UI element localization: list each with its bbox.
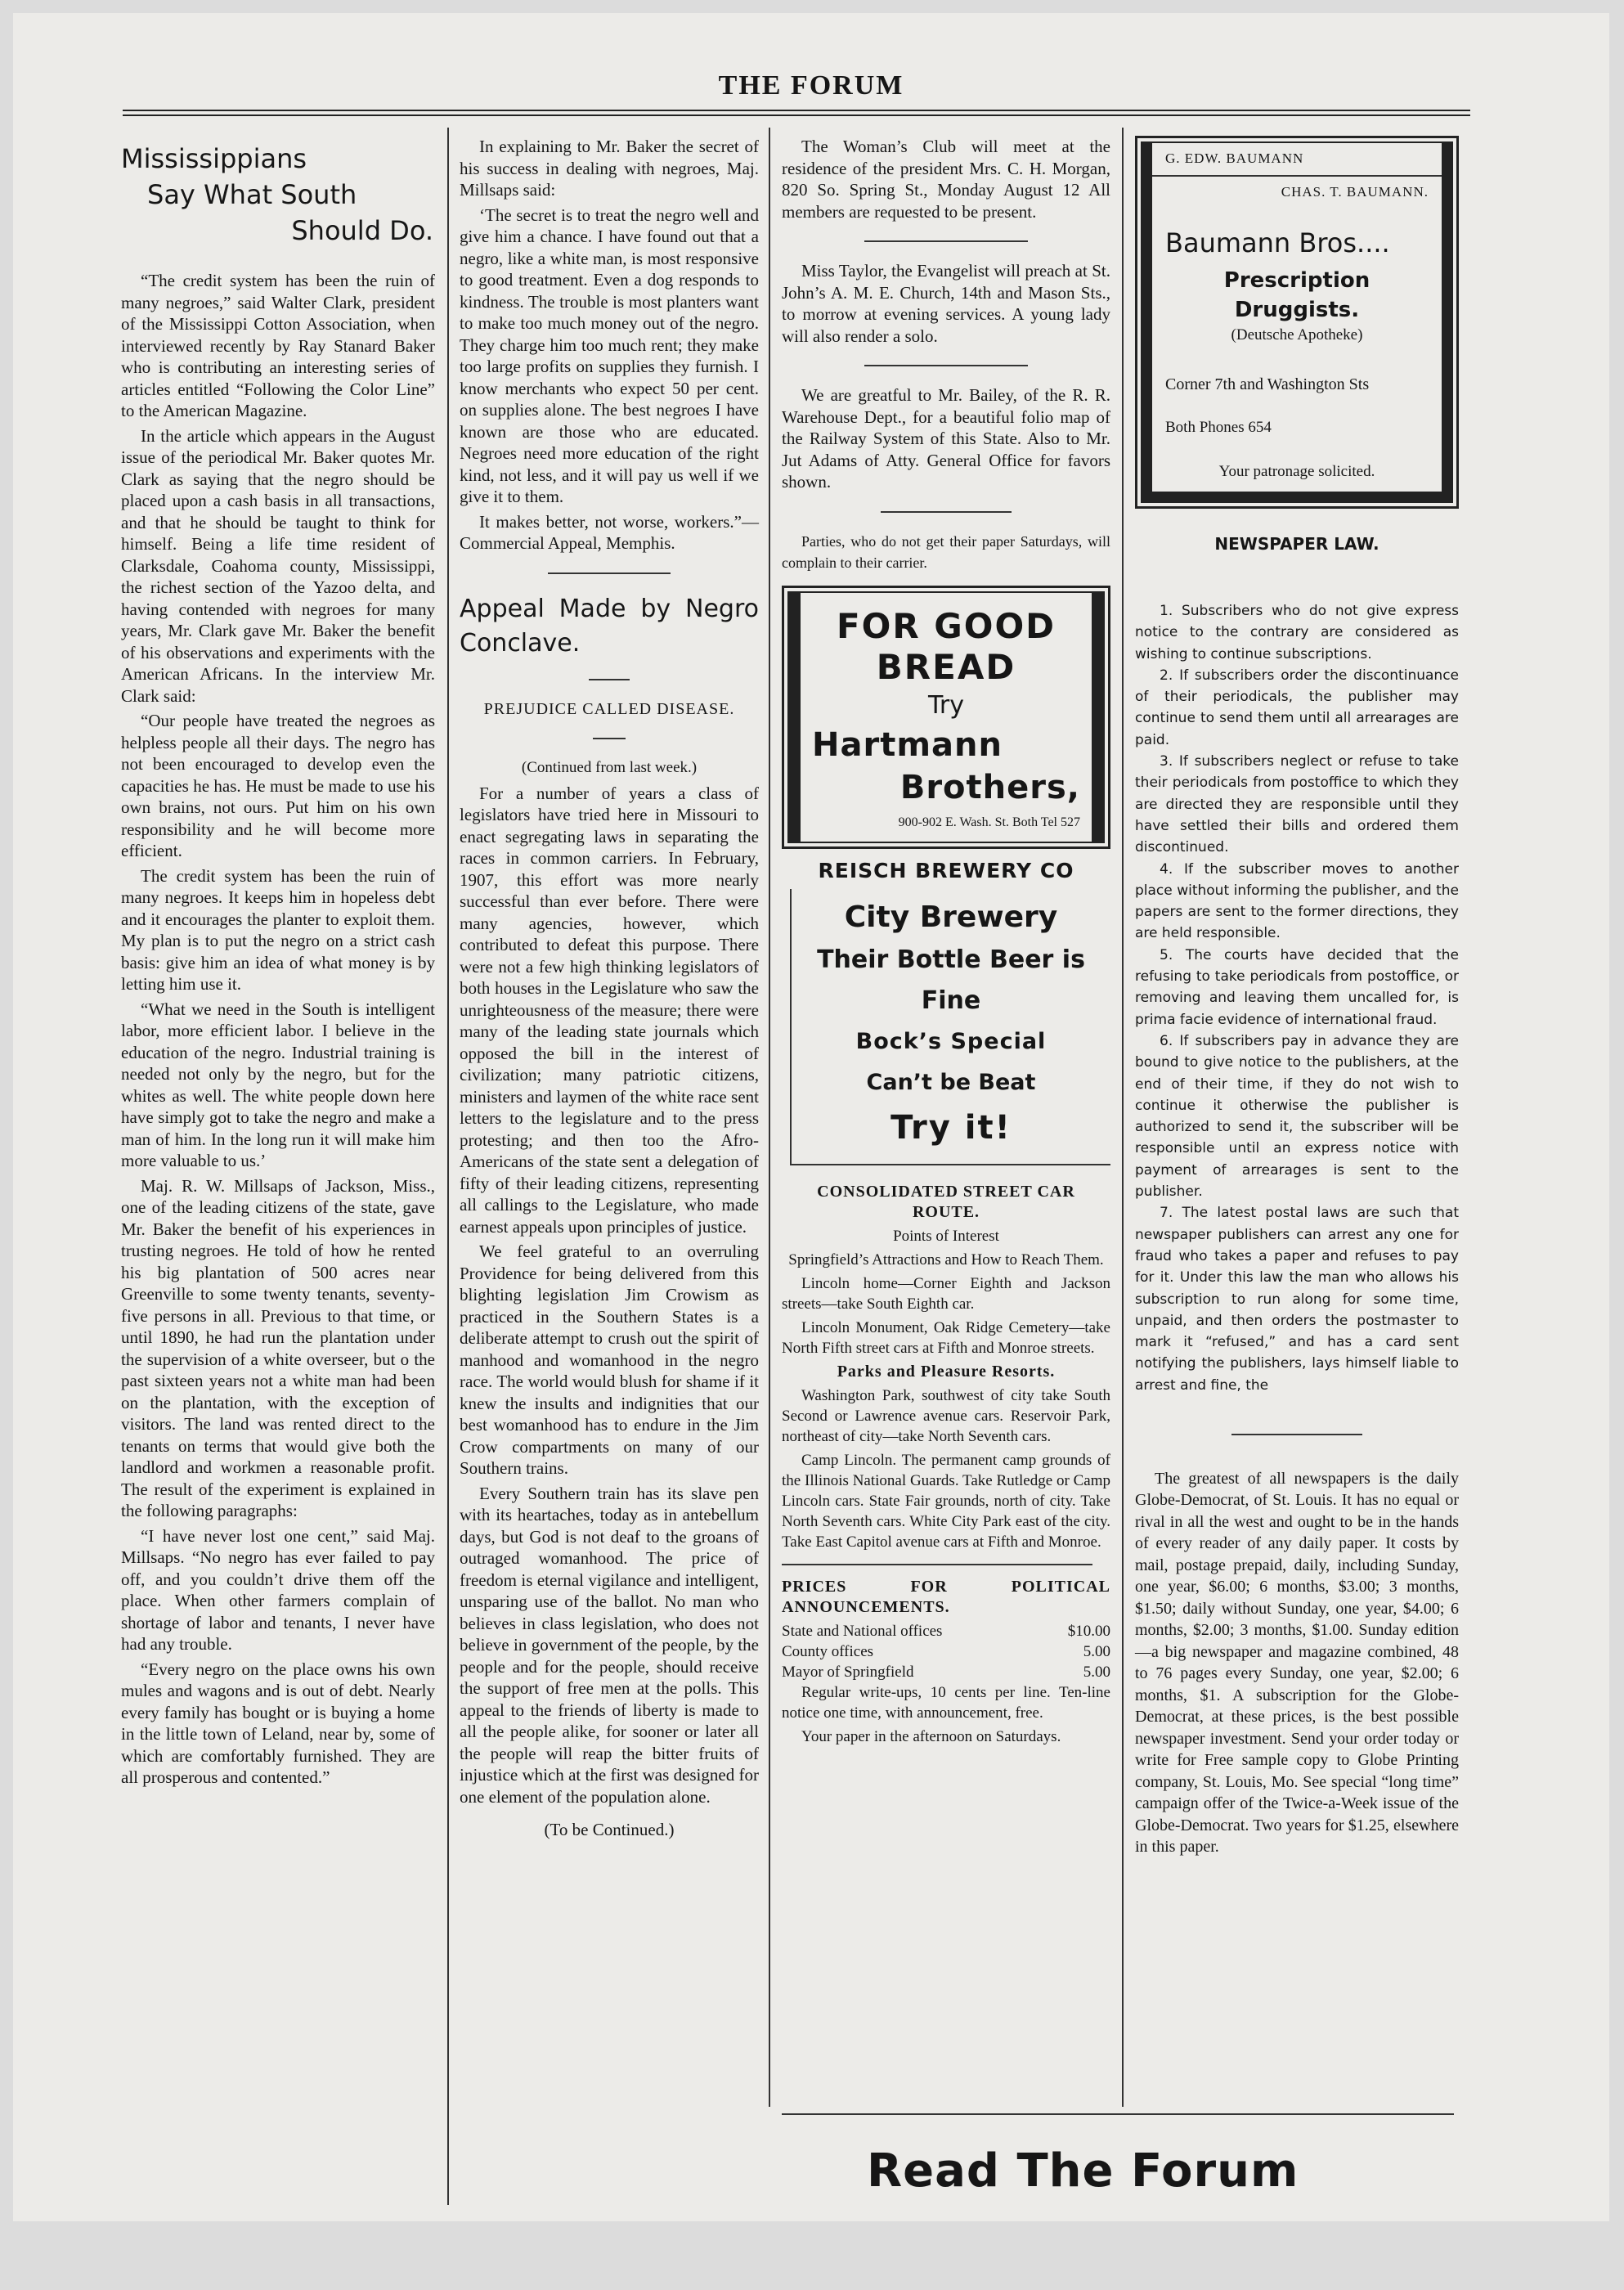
article-paragraph: For a number of years a class of legislators have tried here in Missouri to enact segregating laws in separating the races in common carriers. In February, 1907, this effort was more nearly successful than ever before. There were many agencies, however, which contributed to defeat this purpose. There were not a few high thinking legislators of both houses in the Legislature who saw the unrighteousness of the measure; there were many of the leading state journals which opposed the bill in the interest of civilization; many patriotic citizens, ministers and laymen of the white race sent letters to the legislature and to the press protesting; and then too the Afro-Americans of the state sent a delegation of fifty of their leading citizens, representing all callings to the Legislature, who made earnest appeals upon principles of justice. [460, 783, 759, 1237]
list-item: Washington Park, southwest of city take South Second or Lawrence avenue cars. Reservoir Park, northeast of city—take North Seventh cars. [782, 1386, 1110, 1445]
notice-evangelist: Miss Taylor, the Evangelist will preach at St. John’s A. M. E. Church, 14th and Mason Sts., to morrow at evening services. A young lady will also render a solo. [782, 261, 1110, 346]
divider [864, 240, 1028, 242]
street-car-sub: Springfield’s Attractions and How to Reach Them. [788, 1251, 1104, 1268]
divider [881, 511, 1012, 513]
street-car-sub: Points of Interest [893, 1227, 999, 1245]
column-divider [769, 128, 770, 2107]
masthead-rule [123, 110, 1470, 111]
street-car-title: CONSOLIDATED STREET CAR ROUTE. [817, 1182, 1075, 1221]
price-note: Regular write-ups, 10 cents per line. Ten-line notice one time, with announcement, free. [782, 1683, 1110, 1722]
ad-line: Can’t be Beat [866, 1069, 1036, 1095]
baumann-patronage: Your patronage solicited. [1218, 463, 1375, 480]
law-item: 1. Subscribers who do not give express notice to the contrary are considered as wishing to continue subscriptions. [1135, 603, 1459, 662]
masthead: THE FORUM [718, 70, 904, 101]
law-item: 7. The latest postal laws are such that newspaper publishers can arrest any one for fraud who takes a paper and refuses to pay for it. Under this law the man who allows his subscription to run along for some time, unpaid, and then orders the postmaster to mark it “refused,” and has a card sent notifying the publishers, lays himself liable to arrest and fine, the [1135, 1205, 1459, 1394]
newspaper-law-title: NEWSPAPER LAW. [1214, 533, 1380, 554]
column-4 [1135, 136, 1459, 1861]
ad-line: Brothers, [899, 768, 1080, 806]
article-paragraph: “I have never lost one cent,” said Maj. Millsaps. “No negro has ever failed to pay off, and you couldn’t drive them off the place. When other farmers complain of shortage of labor and tenants, I never have had any trouble. [121, 1525, 435, 1654]
divider [593, 738, 626, 739]
law-item: 6. If subscribers pay in advance they are bound to give notice to the publishers, at the end of their time, if they do not wish to continue it otherwise the publisher is authorized to send it, the subscriber will be responsible until an express notice with payment of arrearages is sent to the publisher. [1135, 1032, 1459, 1201]
list-item: Camp Lincoln. The permanent camp grounds of the Illinois National Guards. Take Rutledge or Camp Lincoln cars. State Fair grounds, north of city. Take North Seventh cars. White City Park east of the city. Take East Capitol avenue cars at Fifth and Monroe. [782, 1451, 1110, 1551]
article-paragraph: We feel grateful to an overruling Providence for being delivered from this blighting legislation Jim Crowism as practiced in the Southern States is a deliberate attempt to crush out the spirit of manhood and womanhood in the negro race. The world would blush for shame if it knew the insults and indignities that our best womanhood has to endure in the Jim Crow compartments on many of our Southern trains. [460, 1242, 759, 1478]
article-paragraph: Maj. R. W. Millsaps of Jackson, Miss., one of the leading citizens of the state, gave Mr. Baker the benefit of his experiences in trusting negroes. He told of how he rented his big plantation of 500 acres near Greenville to some twenty tenants, seventy-five persons in all. Previous to that time, or until 1890, he had run the plantation under the supervision of a white overseer, but o the past sixteen years not a white man had been on the plantation, with the exception of visitors. The land was rented direct to the tenants on terms that would give both the landlord and workmen a reasonable profit. The result of the experiment is explained in the following paragraphs: [121, 1175, 435, 1520]
street-car-route [782, 1182, 1110, 1552]
list-item: Lincoln home—Corner Eighth and Jackson streets—take South Eighth car. [782, 1274, 1110, 1313]
column-divider [1122, 128, 1124, 2107]
divider [1152, 175, 1442, 177]
ad-hartmann-brothers [782, 586, 1110, 850]
parks-title: Parks and Pleasure Resorts. [837, 1362, 1056, 1381]
ad-line: Try [927, 690, 964, 720]
ad-line: Bock’s Special [855, 1028, 1047, 1054]
footer-rule [782, 2113, 1454, 2115]
brewery-name: REISCH BREWERY CO [818, 859, 1074, 882]
price-row: State and National offices $10.00 [782, 1622, 1110, 1640]
headline-appeal: Appeal Made by Negro Conclave. [460, 594, 759, 658]
article-paragraph: It makes better, not worse, workers.”—Commercial Appeal, Memphis. [460, 511, 759, 553]
ad-address: 900-902 E. Wash. St. Both Tel 527 [898, 815, 1080, 829]
list-item: Lincoln Monument, Oak Ridge Cemetery—take North Fifth street cars at Fifth and Monroe streets. [782, 1318, 1110, 1357]
article-paragraph: “Our people have treated the negroes as helpless people all their days. The negro has not been encouraged to develop even the capacities he has. He must be made to use his own brains, not ours. Put him on his own responsibility and he will become more efficient. [121, 711, 435, 860]
divider [864, 365, 1028, 366]
ad-line: Their Bottle Beer is Fine [817, 945, 1085, 1015]
article-paragraph: The credit system has been the ruin of many negroes. It keeps him in hopeless debt and it encourages the planter to exploit them. My plan is to put the negro on a strict cash basis: give him an idea of what money is by letting him use it. [121, 865, 435, 994]
ad-line: FOR GOOD [836, 605, 1056, 646]
notice-womans-club: The Woman’s Club will meet at the residence of the president Mrs. C. H. Morgan, 820 So. Spring St., Monday August 12 All members are requested to be present. [782, 137, 1110, 222]
article-paragraph: ‘The secret is to treat the negro well and give him a chance. I have found out that a negro, like a white man, is most responsive to good treatment. Even a dog responds to kindness. The trouble is most planters want to make too much money out of the negro. They charge him too much rent; they make too large profits on supplies they furnish. I know merchants who expect 50 per cent. on supplies alone. The best negroes I have known are those who are educated. Negroes need more education of the right kind, not less, and it will pay us well if we give it to them. [460, 204, 759, 506]
globe-democrat-ad: The greatest of all newspapers is the daily Globe-Democrat, of St. Louis. It has no equal or rival in all the west and ought to be in the hands of every reader of any daily paper. It costs by mail, postage prepaid, daily, including Sunday, one year, $6.00; 6 months, $3.00; 3 months, $1.50; daily without Sunday, one year, $4.00; 6 months, $2.00; 3 months, $1.00. Sunday edition—a big newspaper and magazine combined, 48 to 76 pages every Sunday, one year, $2.00; 6 months, $1. A subscription for the Globe-Democrat, at these prices, is the best possible newspaper investment. Send your order today or write for Free sample copy to Globe Printing company, St. Louis, Mo. See special “long time” campaign offer of the Twice-a-Week issue of the Globe-Democrat. Two years for $1.25, elsewhere in this paper. [1135, 1469, 1459, 1857]
masthead-rule-2 [123, 114, 1470, 116]
baumann-prescription: Prescription Druggists. [1223, 267, 1371, 322]
subhead-prejudice: PREJUDICE CALLED DISEASE. [483, 699, 735, 718]
article-paragraph: “The credit system has been the ruin of many negroes,” said Walter Clark, president of the Mississippi Cotton Association, when interviewed recently by Ray Stanard Baker who is contributing an interesting series of articles entitled “Following the Color Line” to the American Magazine. [121, 271, 435, 420]
column-1 [121, 136, 435, 1792]
baumann-address: Corner 7th and Washington Sts [1165, 375, 1370, 393]
to-be-continued: (To be Continued.) [544, 1820, 675, 1839]
article-paragraph: Every Southern train has its slave pen with its heartaches, today as in antebellum days, but God is not deaf to the groans of outraged womanhood. The price of freedom is eternal vigilance and intelligent, unsparing use of the ballot. No man who believes in class legislation, who does not believe in government of the people, by the people and for the people, should receive the support of free men at the polls. This appeal to the friends of liberty is made to all the people alike, for sooner or later all the people will reap the bitter fruits of injustice which at the first was designed for one element of the population alone. [460, 1483, 759, 1807]
divider [1231, 1434, 1362, 1435]
notice-thanks: We are greatful to Mr. Bailey, of the R. R. Warehouse Dept., for a beautiful folio map of the Railway System of this State. Also to Mr. Jut Adams of Atty. General Office for favors shown. [782, 385, 1110, 492]
divider [548, 572, 671, 574]
baumann-german: (Deutsche Apotheke) [1231, 326, 1363, 344]
baumann-title: Baumann Bros.... [1165, 227, 1390, 258]
newspaper-law [1135, 600, 1459, 1396]
ad-line: Hartmann [812, 725, 1003, 764]
ad-line: Try it! [891, 1108, 1012, 1147]
continued-from: (Continued from last week.) [521, 759, 698, 776]
article-paragraph: In the article which appears in the August issue of the periodical Mr. Baker quotes Mr. Clark as saying that the negro should be placed upon a cash basis in all transactions, and that he should be taught to think for himself. Being a life time resident of Clarksdale, Coahoma county, Mississippi, the richest section of the Yazoo delta, and having contended with negroes for many years, Mr. Clark gave Mr. Baker the benefit of his observations and experiments with the American Africans. In the interview Mr. Clark said: [121, 425, 435, 706]
headline-mississippians: Mississippians Say What South Should Do. [121, 143, 433, 246]
price-row: Mayor of Springfield 5.00 [782, 1663, 1110, 1681]
ad-reisch-brewery [782, 860, 1110, 1165]
article-paragraph: “Every negro on the place owns his own mules and wagons and is out of debt. Nearly every family has bought or is buying a home in the little town of Leland, near by, some of which are comfortably furnished. They are all prosperous and contented.” [121, 1659, 435, 1787]
law-item: 4. If the subscriber moves to another place without informing the publisher, and the papers are sent to the former directions, they are held responsible. [1135, 860, 1459, 942]
article-paragraph: “What we need in the South is intelligent labor, more efficient labor. I believe in the education of the negro. Industrial training is needed not only by the negro, but for the whites as well. The white people down here have simply got to take the negro and make a man of him. In the long run it will make him more valuable to us.’ [121, 999, 435, 1170]
baumann-name-2: CHAS. T. BAUMANN. [1281, 183, 1429, 200]
political-prices [782, 1577, 1110, 1747]
column-3 [782, 136, 1110, 1750]
law-item: 5. The courts have decided that the refusing to take periodicals from postoffice, or removing and leaving them uncalled for, is prima facie evidence of international fraud. [1135, 946, 1459, 1028]
divider [782, 1564, 1092, 1565]
baumann-name-1: G. EDW. BAUMANN [1165, 150, 1304, 166]
footer-banner: Read The Forum [867, 2144, 1299, 2198]
divider [589, 679, 630, 680]
price-note: Your paper in the afternoon on Saturdays. [801, 1727, 1061, 1745]
newspaper-page [13, 13, 1609, 2221]
law-item: 2. If subscribers order the discontinuance of their periodicals, the publisher may continue to send them until all arrearages are paid. [1135, 667, 1459, 748]
column-divider [447, 128, 449, 2205]
baumann-phones: Both Phones 654 [1165, 418, 1272, 436]
prices-title: PRICES FOR POLITICAL ANNOUNCEMENTS. [782, 1577, 1110, 1616]
law-item: 3. If subscribers neglect or refuse to take their periodicals from postoffice to which they are directed they are responsible until they have settled their bills and ordered them discontinued. [1135, 753, 1459, 856]
ad-baumann-bros [1135, 136, 1459, 509]
price-row: County offices 5.00 [782, 1642, 1110, 1660]
column-2 [460, 136, 759, 1844]
ad-line: BREAD [876, 646, 1016, 687]
article-paragraph: In explaining to Mr. Baker the secret of his success in dealing with negroes, Maj. Millsaps said: [460, 137, 759, 200]
notice-carrier: Parties, who do not get their paper Saturdays, will complain to their carrier. [782, 532, 1110, 571]
ad-line: City Brewery [844, 900, 1058, 934]
